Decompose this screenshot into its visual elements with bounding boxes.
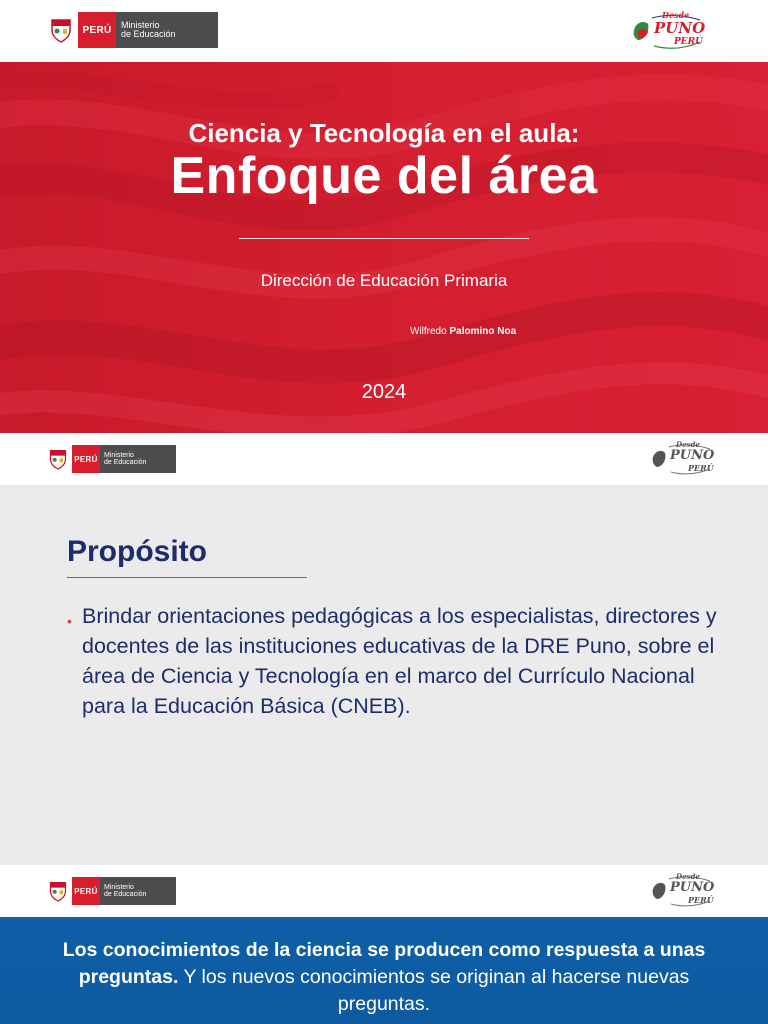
header-bar (0, 433, 768, 485)
quote-rest: Y los nuevos conocimientos se originan al hacerse nuevas preguntas. (178, 966, 690, 1015)
author-first-name: Wilfredo (410, 326, 447, 337)
ministry-line-1: Ministerio (121, 19, 160, 30)
brand-line-2: PUNO (654, 19, 706, 37)
brand-line-1: Desde (662, 10, 690, 20)
brand-line-2: PUNO (670, 448, 715, 463)
country-label: PERÚ (78, 12, 116, 48)
minedu-logo (44, 445, 176, 473)
brand-line-3: PERÚ (674, 37, 703, 47)
ministry-line-2: de Educación (121, 29, 176, 39)
brand-line-1: Desde (676, 872, 700, 881)
header-bar (0, 0, 768, 62)
coat-of-arms-icon (44, 877, 72, 905)
quote-bold: Los conocimientos de la ciencia se producen como respuesta a unas preguntas. (62, 939, 706, 988)
purpose-text: Brindar orientaciones pedagógicas a los especialistas, directores y docentes de las instituciones educativas de la DRE Puno, sobre el área de Ciencia y Tecnología en el marco del Currículo Nacional para la Educación Básica (CNEB). (82, 604, 717, 718)
brand-line-1: Desde (676, 440, 700, 449)
brand-line-3: PERÚ (688, 895, 714, 905)
title-divider (239, 238, 529, 239)
ministry-label (100, 445, 176, 473)
slide-title: Enfoque del área (170, 147, 598, 205)
bullet-icon: • (67, 613, 72, 629)
desde-puno-logo (630, 10, 704, 52)
desde-puno-logo (650, 873, 714, 909)
author-label (410, 326, 516, 337)
purpose-slide (0, 485, 768, 865)
year-label: 2024 (361, 381, 407, 403)
brand-line-3: PERÚ (688, 463, 714, 473)
desde-puno-logo (650, 441, 714, 477)
slide-subtitle: Ciencia y Tecnología en el aula: (188, 118, 580, 148)
ministry-line-2: de Educación (104, 459, 147, 466)
header-bar (0, 865, 768, 917)
coat-of-arms-icon (44, 445, 72, 473)
ministry-label (116, 12, 218, 48)
minedu-logo (44, 12, 218, 48)
purpose-heading: Propósito (67, 535, 207, 568)
ministry-line-1: Ministerio (104, 451, 134, 459)
ministry-label (100, 877, 176, 905)
brand-line-2: PUNO (670, 880, 715, 895)
quote-text (60, 937, 708, 1018)
direction-label: Dirección de Educación Primaria (260, 271, 508, 290)
quote-slide (0, 917, 768, 1024)
title-slide (0, 62, 768, 433)
ministry-line-2: de Educación (104, 891, 147, 898)
minedu-logo (44, 877, 176, 905)
country-label: PERÚ (72, 445, 100, 473)
country-label: PERÚ (72, 877, 100, 905)
author-last-name: Palomino Noa (449, 326, 517, 337)
ministry-line-1: Ministerio (104, 883, 134, 891)
coat-of-arms-icon (44, 12, 78, 48)
heading-underline (67, 577, 307, 578)
